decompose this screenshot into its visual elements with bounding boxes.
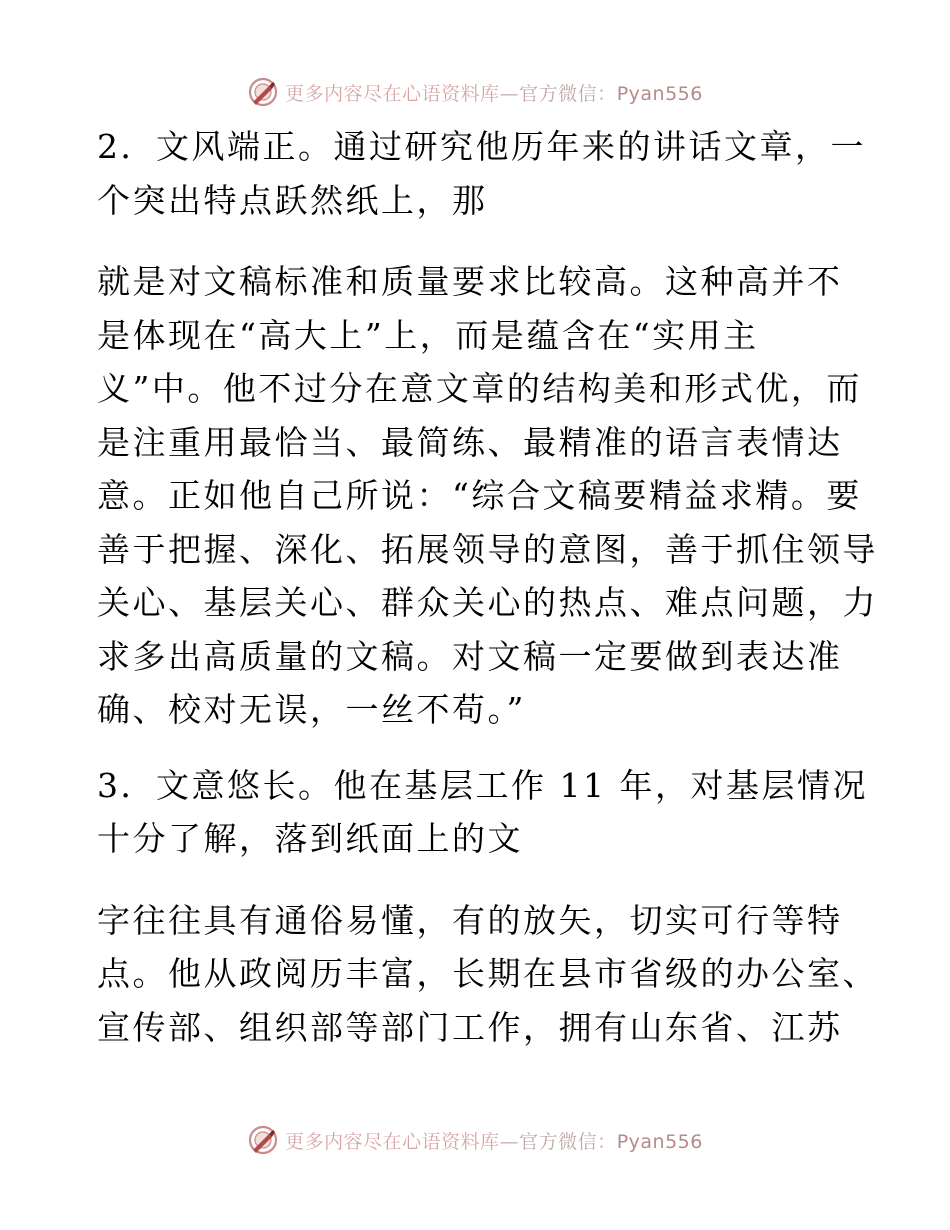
text-line: 是注重用最恰当、最简练、最精准的语言表情达 xyxy=(97,422,843,462)
paragraph-2 xyxy=(97,255,878,737)
pen-circle-logo-icon xyxy=(247,76,279,108)
watermark-official-label: 官方微信： xyxy=(519,82,617,105)
text-line: 个突出特点跃然纸上，那 xyxy=(97,180,488,220)
text-line: 字往往具有通俗易懂，有的放矢，切实可行等特 xyxy=(97,900,843,940)
text-line: 宣传部、组织部等部门工作，拥有山东省、江苏 xyxy=(97,1007,843,1047)
text-line: 意。正如他自己所说：“综合文稿要精益求精。要 xyxy=(97,476,862,515)
watermark-text xyxy=(285,1127,703,1154)
watermark-separator: — xyxy=(499,1130,520,1153)
text-line: 义”中。他不过分在意文章的结构美和形式优，而 xyxy=(97,369,862,408)
header-watermark xyxy=(0,72,950,112)
watermark-inner xyxy=(247,76,703,108)
watermark-wechat-id: Pyan556 xyxy=(616,1130,703,1153)
watermark-brand: 更多内容尽在心语资料库 xyxy=(285,82,500,105)
text-line: 2．文风端正。通过研究他历年来的讲话文章，一 xyxy=(97,127,866,166)
text-line: 是体现在“高大上”上，而是蕴含在“实用主 xyxy=(97,315,759,355)
pen-circle-logo-icon xyxy=(247,1124,279,1156)
watermark-brand: 更多内容尽在心语资料库 xyxy=(285,1130,500,1153)
text-line: 3．文意悠长。他在基层工作 11 年，对基层情况 xyxy=(97,765,868,805)
watermark-wechat-id: Pyan556 xyxy=(616,82,703,105)
footer-watermark xyxy=(0,1120,950,1160)
text-line: 求多出高质量的文稿。对文稿一定要做到表达准 xyxy=(97,636,843,676)
text-line: 就是对文稿标准和质量要求比较高。这种高并不 xyxy=(97,262,843,301)
paragraph-3 xyxy=(97,759,868,866)
text-line: 点。他从政阅历丰富，长期在县市省级的办公室、 xyxy=(97,954,878,993)
text-line: 十分了解，落到纸面上的文 xyxy=(97,819,523,858)
watermark-text xyxy=(285,79,703,106)
paragraph-1 xyxy=(97,120,866,227)
paragraph-4 xyxy=(97,894,878,1055)
text-line: 善于把握、深化、拓展领导的意图，善于抓住领导 xyxy=(97,529,878,569)
text-line: 关心、基层关心、群众关心的热点、难点问题，力 xyxy=(97,583,878,622)
watermark-official-label: 官方微信： xyxy=(519,1130,617,1153)
text-line: 确、校对无误，一丝不苟。” xyxy=(97,690,526,729)
watermark-separator: — xyxy=(499,82,520,105)
watermark-inner xyxy=(247,1124,703,1156)
document-body xyxy=(97,120,878,1076)
